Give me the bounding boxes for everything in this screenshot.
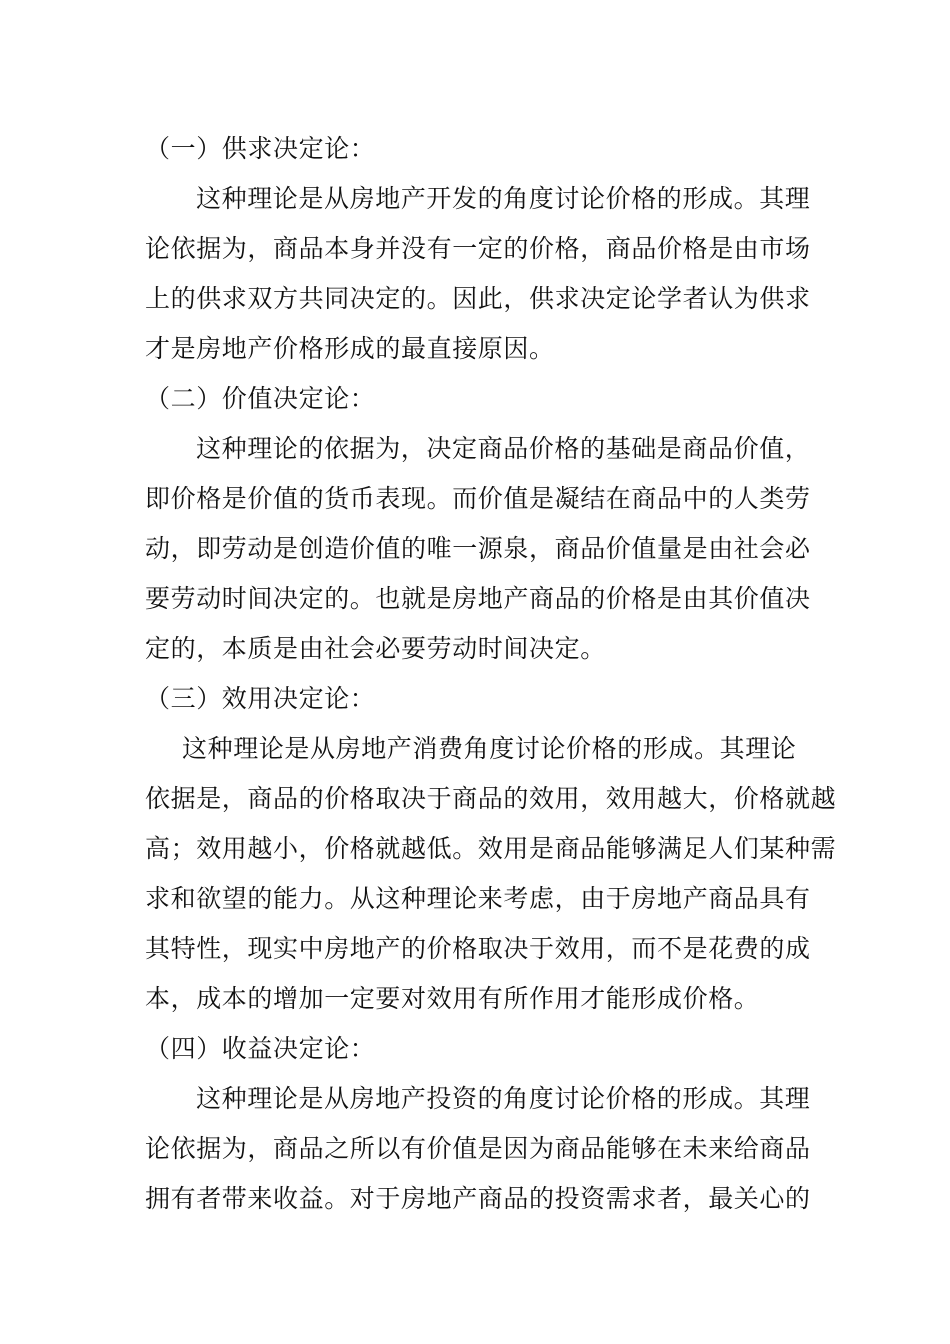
section-3-line-3: 高；效用越小，价格就越低。效用是商品能够满足人们某种需 xyxy=(145,834,837,863)
section-4-heading: （四）收益决定论： xyxy=(145,1034,376,1063)
section-1-line-1: 这种理论是从房地产开发的角度讨论价格的形成。其理 xyxy=(196,184,811,213)
section-2-line-2: 即价格是价值的货币表现。而价值是凝结在商品中的人类劳 xyxy=(145,484,811,513)
section-3-line-6: 本，成本的增加一定要对效用有所作用才能形成价格。 xyxy=(145,984,760,1013)
section-2-line-5: 定的，本质是由社会必要劳动时间决定。 xyxy=(145,634,606,663)
section-3-line-5: 其特性，现实中房地产的价格取决于效用，而不是花费的成 xyxy=(145,934,811,963)
section-1-line-3: 上的供求双方共同决定的。因此，供求决定论学者认为供求 xyxy=(145,284,811,313)
section-1-line-4: 才是房地产价格形成的最直接原因。 xyxy=(145,334,555,363)
section-3-line-4: 求和欲望的能力。从这种理论来考虑，由于房地产商品具有 xyxy=(145,884,811,913)
section-4-line-1: 这种理论是从房地产投资的角度讨论价格的形成。其理 xyxy=(196,1084,811,1113)
section-2-line-3: 动，即劳动是创造价值的唯一源泉，商品价值量是由社会必 xyxy=(145,534,811,563)
section-3-line-2: 依据是，商品的价格取决于商品的效用，效用越大，价格就越 xyxy=(145,784,837,813)
section-2-line-4: 要劳动时间决定的。也就是房地产商品的价格是由其价值决 xyxy=(145,584,811,613)
section-1-line-2: 论依据为，商品本身并没有一定的价格，商品价格是由市场 xyxy=(145,234,811,263)
section-4-line-3: 拥有者带来收益。对于房地产商品的投资需求者，最关心的 xyxy=(145,1184,811,1213)
section-4-line-2: 论依据为，商品之所以有价值是因为商品能够在未来给商品 xyxy=(145,1134,811,1163)
section-3-heading: （三）效用决定论： xyxy=(145,684,376,713)
section-2-line-1: 这种理论的依据为，决定商品价格的基础是商品价值， xyxy=(196,434,811,463)
section-1-heading: （一）供求决定论： xyxy=(145,134,376,163)
section-2-heading: （二）价值决定论： xyxy=(145,384,376,413)
section-3-line-1: 这种理论是从房地产消费角度讨论价格的形成。其理论 xyxy=(182,734,797,763)
